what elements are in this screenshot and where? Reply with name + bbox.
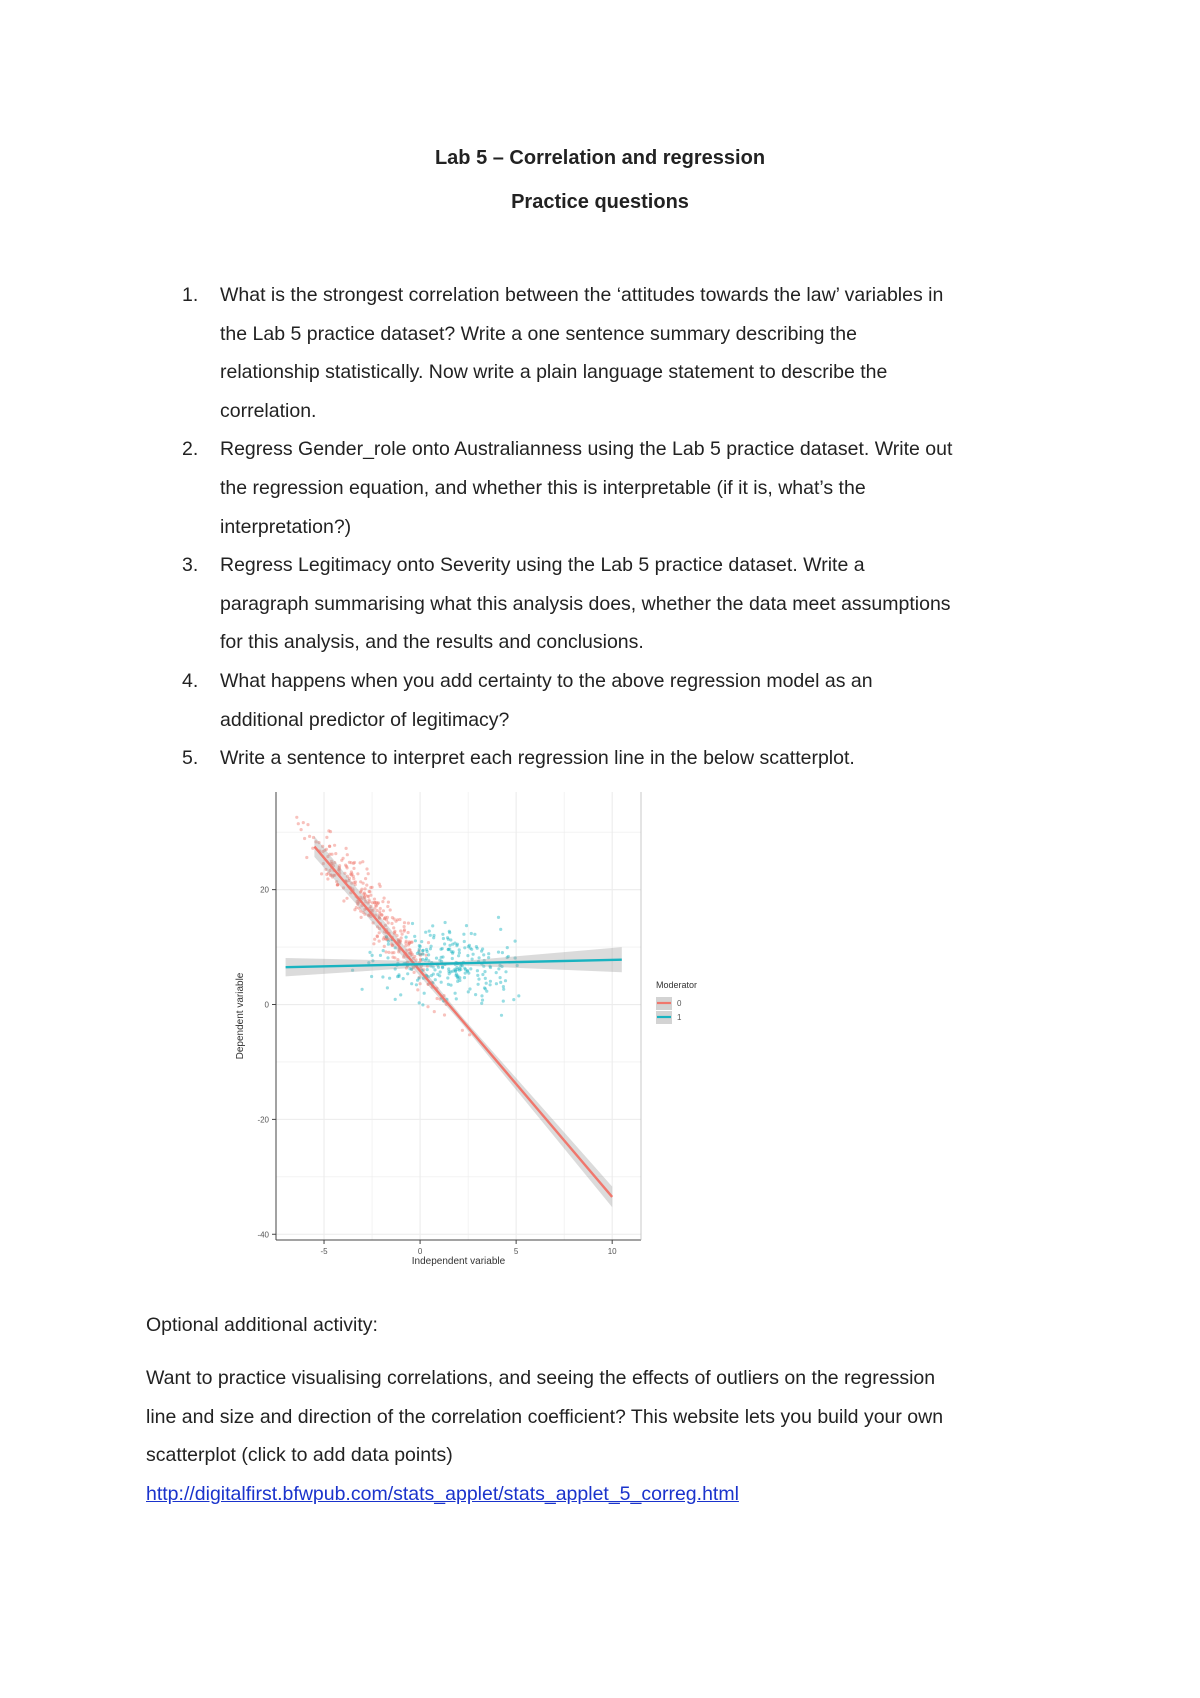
y-tick-label: -20 [257, 1115, 269, 1125]
x-tick-label: 10 [607, 1247, 617, 1256]
data-point-series-0 [300, 828, 303, 831]
data-point-series-1 [441, 966, 444, 969]
data-point-series-1 [470, 932, 473, 935]
data-point-series-1 [477, 983, 480, 986]
x-tick-label: -5 [320, 1247, 328, 1256]
question-line: What is the strongest correlation between the ‘attitudes towards the law’ variables in [220, 284, 944, 306]
question-line: Regress Gender_role onto Australianness using the Lab 5 practice dataset. Write out [220, 438, 953, 461]
data-point-series-1 [435, 957, 438, 960]
data-point-series-1 [368, 951, 371, 954]
data-point-series-0 [384, 950, 387, 953]
data-point-series-1 [467, 990, 470, 993]
data-point-series-1 [480, 950, 483, 953]
data-point-series-0 [356, 872, 359, 875]
data-point-series-1 [481, 973, 484, 976]
data-point-series-0 [386, 905, 389, 908]
data-point-series-0 [426, 1005, 429, 1008]
data-point-series-0 [383, 897, 386, 900]
data-point-series-1 [423, 992, 426, 995]
data-point-series-1 [431, 924, 434, 927]
question-number: 2. [182, 438, 199, 461]
document-title: Lab 5 – Correlation and regression [434, 147, 766, 169]
data-point-series-1 [468, 987, 471, 990]
question-line: additional predictor of legitimacy? [220, 708, 510, 731]
data-point-series-1 [425, 957, 428, 960]
x-tick-label: 5 [513, 1247, 519, 1256]
y-axis-label: Dependent variable [235, 972, 246, 1060]
x-tick-label: 0 [417, 1247, 423, 1256]
data-point-series-0 [330, 853, 333, 856]
data-point-series-1 [504, 970, 507, 973]
data-point-series-1 [422, 949, 425, 952]
data-point-series-1 [438, 974, 441, 977]
data-point-series-1 [419, 945, 422, 948]
data-point-series-1 [447, 938, 450, 941]
data-point-series-1 [411, 922, 414, 925]
data-point-series-0 [359, 880, 362, 883]
data-point-series-0 [393, 956, 396, 959]
data-point-series-0 [401, 933, 404, 936]
question-number: 4. [182, 669, 199, 692]
data-point-series-0 [416, 988, 419, 991]
data-point-series-1 [476, 969, 479, 972]
data-point-series-1 [458, 948, 461, 951]
question-item [146, 739, 1066, 778]
data-point-series-1 [483, 970, 486, 973]
data-point-series-1 [451, 957, 454, 960]
data-point-series-0 [334, 852, 337, 855]
data-point-series-0 [297, 822, 300, 825]
data-point-series-0 [461, 1029, 464, 1032]
data-point-series-1 [434, 978, 437, 981]
data-point-series-0 [308, 835, 311, 838]
data-point-series-1 [458, 976, 461, 979]
data-point-series-1 [463, 946, 466, 949]
data-point-series-1 [485, 990, 488, 993]
data-point-series-1 [499, 976, 502, 979]
data-point-series-0 [413, 971, 416, 974]
data-point-series-1 [417, 977, 420, 980]
question-line: the Lab 5 practice dataset? Write a one sentence summary describing the [220, 322, 857, 345]
data-point-series-0 [327, 829, 330, 832]
data-point-series-0 [352, 867, 355, 870]
question-line: Regress Legitimacy onto Severity using the Lab 5 practice dataset. Write a [220, 554, 865, 577]
data-point-series-1 [485, 982, 488, 985]
data-point-series-0 [368, 890, 371, 893]
data-point-series-1 [439, 970, 442, 973]
x-axis-label: Independent variable [411, 1256, 506, 1266]
data-point-series-0 [433, 1010, 436, 1013]
data-point-series-0 [369, 894, 372, 897]
question-number: 5. [182, 747, 199, 770]
data-point-series-1 [427, 953, 430, 956]
data-point-series-1 [382, 949, 385, 952]
data-point-series-1 [473, 933, 476, 936]
data-point-series-1 [397, 975, 400, 978]
data-point-series-1 [476, 947, 479, 950]
data-point-series-1 [432, 973, 435, 976]
data-point-series-0 [361, 860, 364, 863]
data-point-series-0 [403, 925, 406, 928]
data-point-series-0 [379, 885, 382, 888]
y-tick-label: 0 [264, 1000, 269, 1010]
data-point-series-1 [386, 956, 389, 959]
data-point-series-1 [487, 952, 490, 955]
data-point-series-1 [418, 1001, 421, 1004]
data-point-series-1 [458, 951, 461, 954]
question-item [146, 430, 1066, 546]
question-item [146, 276, 1066, 430]
data-point-series-0 [378, 940, 381, 943]
data-point-series-1 [452, 950, 455, 953]
data-point-series-0 [345, 897, 348, 900]
optional-activity-text [146, 1359, 1066, 1475]
document-subtitle: Practice questions [511, 191, 689, 213]
data-point-series-0 [344, 864, 347, 867]
optional-activity-heading: Optional additional activity: [146, 1314, 378, 1336]
data-point-series-0 [407, 931, 410, 934]
data-point-series-1 [468, 944, 471, 947]
question-number: 1. [182, 284, 199, 306]
data-point-series-1 [469, 947, 472, 950]
data-point-series-1 [442, 937, 445, 940]
data-point-series-0 [369, 886, 372, 889]
data-point-series-1 [499, 928, 502, 931]
data-point-series-1 [474, 993, 477, 996]
data-point-series-0 [373, 901, 376, 904]
data-point-series-1 [481, 999, 484, 1002]
data-point-series-1 [464, 968, 467, 971]
data-point-series-1 [420, 940, 423, 943]
data-point-series-1 [426, 968, 429, 971]
data-point-series-1 [482, 953, 485, 956]
data-point-series-0 [305, 856, 308, 859]
data-point-series-0 [345, 847, 348, 850]
data-point-series-0 [342, 899, 345, 902]
legend-label-0: 0 [677, 999, 682, 1008]
data-point-series-0 [360, 916, 363, 919]
data-point-series-1 [406, 972, 409, 975]
optional-activity-line: line and size and direction of the correlation coefficient? This website lets you build your own [146, 1405, 944, 1428]
data-point-series-0 [385, 918, 388, 921]
data-point-series-1 [465, 924, 468, 927]
data-point-series-1 [477, 978, 480, 981]
question-line: correlation. [220, 399, 317, 422]
scatterplot-figure [228, 788, 708, 1266]
data-point-series-1 [483, 986, 486, 989]
data-point-series-1 [379, 954, 382, 957]
data-point-series-1 [386, 986, 389, 989]
data-point-series-0 [353, 908, 356, 911]
data-point-series-1 [512, 998, 515, 1001]
data-point-series-1 [497, 967, 500, 970]
data-point-series-1 [466, 954, 469, 957]
question-line: for this analysis, and the results and conclusions. [220, 631, 644, 654]
data-point-series-1 [463, 940, 466, 943]
data-point-series-0 [373, 898, 376, 901]
data-point-series-0 [403, 921, 406, 924]
data-point-series-0 [419, 982, 422, 985]
data-point-series-0 [367, 872, 370, 875]
data-point-series-0 [365, 867, 368, 870]
data-point-series-0 [382, 909, 385, 912]
data-point-series-1 [421, 958, 424, 961]
question-line: Write a sentence to interpret each regression line in the below scatterplot. [220, 747, 855, 770]
data-point-series-0 [352, 862, 355, 865]
data-point-series-1 [432, 936, 435, 939]
stats-applet-link[interactable]: http://digitalfirst.bfwpub.com/stats_applet/stats_applet_5_correg.html [146, 1483, 739, 1505]
data-point-series-1 [440, 956, 443, 959]
data-point-series-0 [393, 917, 396, 920]
data-point-series-1 [476, 974, 479, 977]
data-point-series-1 [387, 943, 390, 946]
data-point-series-0 [354, 880, 357, 883]
data-point-series-1 [402, 977, 405, 980]
data-point-series-1 [446, 976, 449, 979]
data-point-series-1 [439, 948, 442, 951]
data-point-series-1 [370, 975, 373, 978]
data-point-series-0 [362, 892, 365, 895]
data-point-series-0 [378, 931, 381, 934]
data-point-series-1 [414, 939, 417, 942]
data-point-series-1 [429, 947, 432, 950]
data-point-series-0 [303, 837, 306, 840]
data-point-series-0 [376, 935, 379, 938]
data-point-series-0 [407, 922, 410, 925]
data-point-series-1 [415, 983, 418, 986]
data-point-series-0 [333, 844, 336, 847]
data-point-series-0 [404, 941, 407, 944]
legend-title: Moderator [656, 980, 698, 990]
y-tick-label: -40 [257, 1230, 269, 1240]
data-point-series-1 [448, 930, 451, 933]
data-point-series-0 [372, 942, 375, 945]
data-point-series-1 [497, 916, 500, 919]
data-point-series-1 [517, 994, 520, 997]
data-point-series-0 [399, 929, 402, 932]
data-point-series-0 [387, 951, 390, 954]
data-point-series-0 [389, 908, 392, 911]
data-point-series-1 [489, 980, 492, 983]
data-point-series-0 [320, 872, 323, 875]
data-point-series-0 [346, 853, 349, 856]
question-line: interpretation?) [220, 515, 352, 538]
data-point-series-1 [428, 930, 431, 933]
data-point-series-1 [371, 954, 374, 957]
data-point-series-1 [421, 1003, 424, 1006]
data-point-series-1 [506, 946, 509, 949]
question-line: What happens when you add certainty to the above regression model as an [220, 669, 873, 692]
data-point-series-1 [455, 997, 458, 1000]
data-point-series-0 [346, 866, 349, 869]
data-point-series-1 [480, 994, 483, 997]
data-point-series-1 [502, 988, 505, 991]
data-point-series-1 [426, 950, 429, 953]
data-point-series-0 [381, 900, 384, 903]
question-line: relationship statistically. Now write a plain language statement to describe the [220, 361, 888, 384]
data-point-series-1 [454, 992, 457, 995]
optional-activity-line: scatterplot (click to add data points) [146, 1444, 453, 1467]
data-point-series-0 [387, 921, 390, 924]
data-point-series-0 [364, 887, 367, 890]
data-point-series-0 [306, 823, 309, 826]
data-point-series-1 [449, 984, 452, 987]
data-point-series-0 [408, 948, 411, 951]
data-point-series-1 [463, 976, 466, 979]
regression-line-series-0 [314, 847, 612, 1197]
data-point-series-1 [448, 944, 451, 947]
data-point-series-1 [495, 982, 498, 985]
data-point-series-1 [489, 983, 492, 986]
data-point-series-0 [328, 845, 331, 848]
data-point-series-1 [462, 933, 465, 936]
data-point-series-1 [451, 970, 454, 973]
data-point-series-1 [447, 970, 450, 973]
data-point-series-1 [440, 981, 443, 984]
data-point-series-1 [457, 954, 460, 957]
data-point-series-1 [480, 1002, 483, 1005]
data-point-series-1 [458, 969, 461, 972]
data-point-series-1 [429, 934, 432, 937]
data-point-series-0 [408, 942, 411, 945]
question-list [146, 276, 1066, 778]
question-number: 3. [182, 554, 199, 577]
data-point-series-0 [391, 951, 394, 954]
data-point-series-0 [436, 997, 439, 1000]
data-point-series-1 [441, 933, 444, 936]
data-point-series-0 [392, 926, 395, 929]
data-point-series-0 [350, 872, 353, 875]
data-point-series-1 [501, 951, 504, 954]
data-point-series-0 [443, 1013, 446, 1016]
data-point-series-1 [469, 967, 472, 970]
data-point-series-0 [403, 928, 406, 931]
data-point-series-1 [455, 944, 458, 947]
data-point-series-1 [388, 977, 391, 980]
data-point-series-0 [352, 877, 355, 880]
data-point-series-1 [497, 951, 500, 954]
optional-activity-line: Want to practice visualising correlations, and seeing the effects of outliers on the regression [146, 1367, 936, 1389]
data-point-series-1 [499, 981, 502, 984]
data-point-series-0 [379, 907, 382, 910]
data-point-series-0 [364, 877, 367, 880]
data-point-series-0 [302, 821, 305, 824]
data-point-series-0 [325, 836, 328, 839]
data-point-series-1 [399, 993, 402, 996]
data-point-series-1 [484, 977, 487, 980]
data-point-series-1 [500, 1014, 503, 1017]
data-point-series-0 [390, 922, 393, 925]
data-point-series-0 [295, 816, 298, 819]
data-point-series-1 [394, 998, 397, 1001]
data-point-series-0 [365, 884, 368, 887]
data-point-series-1 [495, 971, 498, 974]
question-item [146, 662, 1066, 739]
data-point-series-1 [478, 956, 481, 959]
data-point-series-1 [514, 940, 517, 943]
data-point-series-1 [444, 921, 447, 924]
data-point-series-0 [326, 877, 329, 880]
data-point-series-0 [387, 901, 390, 904]
data-point-series-1 [413, 935, 416, 938]
data-point-series-1 [502, 985, 505, 988]
data-point-series-0 [427, 941, 430, 944]
data-point-series-1 [443, 942, 446, 945]
data-point-series-1 [410, 982, 413, 985]
data-point-series-0 [383, 945, 386, 948]
data-point-series-0 [380, 914, 383, 917]
data-point-series-0 [373, 938, 376, 941]
data-point-series-1 [447, 948, 450, 951]
data-point-series-0 [367, 898, 370, 901]
data-point-series-1 [381, 975, 384, 978]
data-point-series-1 [472, 953, 475, 956]
data-point-series-1 [502, 1000, 505, 1003]
data-point-series-1 [424, 931, 427, 934]
data-point-series-1 [433, 968, 436, 971]
data-point-series-1 [361, 988, 364, 991]
question-item [146, 546, 1066, 662]
question-line: the regression equation, and whether this is interpretable (if it is, what’s the [220, 476, 866, 499]
legend-label-1: 1 [677, 1013, 682, 1022]
question-line: paragraph summarising what this analysis does, whether the data meet assumptions [220, 592, 951, 615]
y-tick-label: 20 [260, 885, 269, 895]
data-point-series-0 [400, 936, 403, 939]
data-point-series-1 [504, 979, 507, 982]
data-point-series-1 [405, 936, 408, 939]
data-point-series-0 [340, 859, 343, 862]
data-point-series-1 [419, 953, 422, 956]
